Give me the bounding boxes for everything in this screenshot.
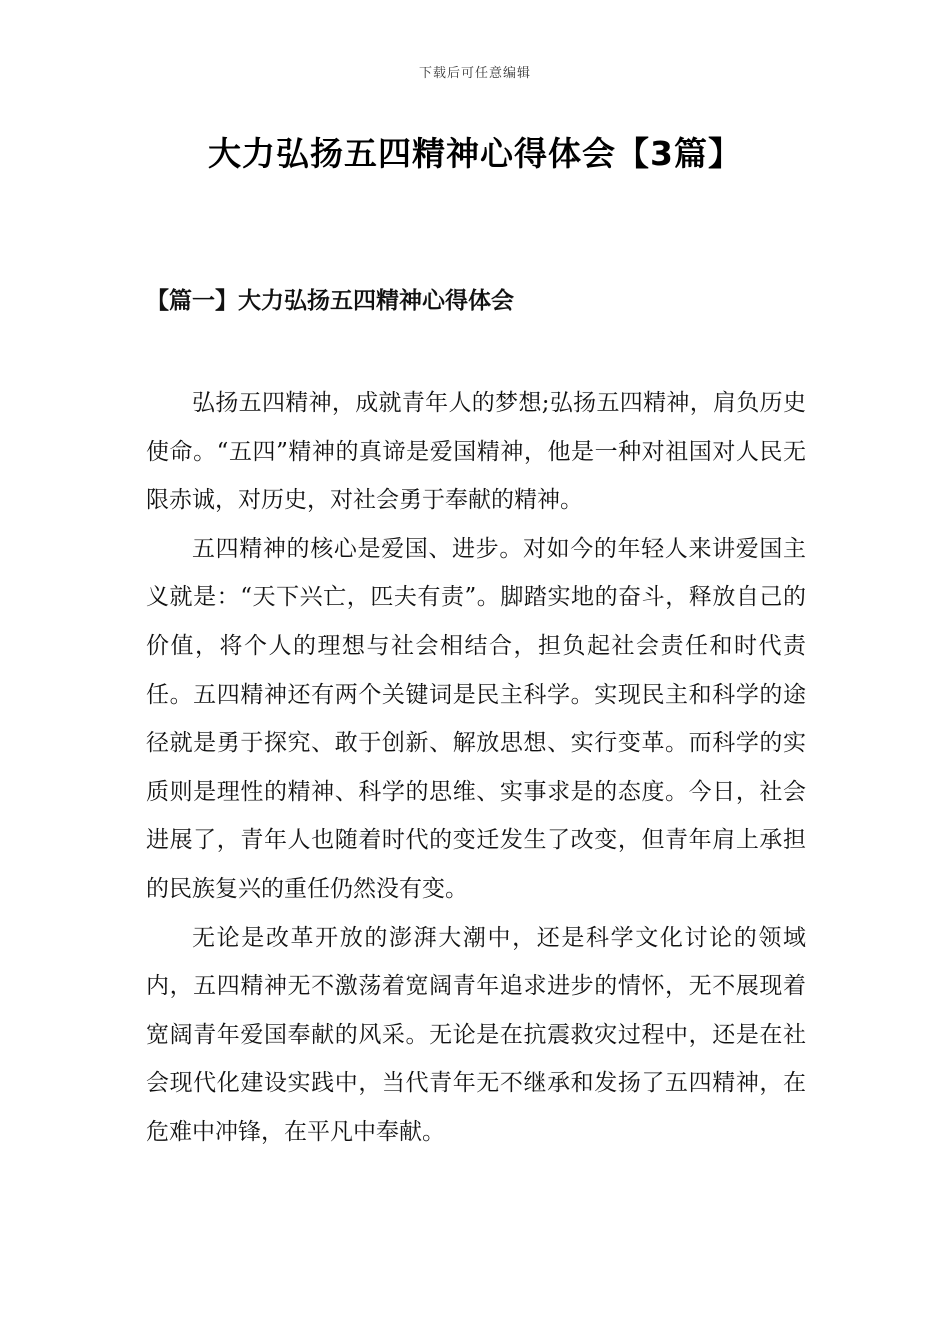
header-note: 下载后可任意编辑 [418, 66, 531, 81]
document-title: 大力弘扬五四精神心得体会【3篇】 [208, 134, 742, 173]
body-text [146, 379, 806, 1157]
section-heading: 【篇一】大力弘扬五四精神心得体会 [146, 287, 514, 314]
paragraph: 弘扬五四精神，成就青年人的梦想;弘扬五四精神，肩负历史使命。“五四”精神的真谛是爱国精神，他是一种对祖国对人民无限赤诚，对历史，对社会勇于奉献的精神。 [146, 390, 806, 514]
paragraph: 无论是改革开放的澎湃大潮中，还是科学文化讨论的领域内，五四精神无不激荡着宽阔青年追求进步的情怀，无不展现着宽阔青年爱国奉献的风采。无论是在抗震救灾过程中，还是在社会现代化建设实践中，当代青年无不继承和发扬了五四精神，在危难中冲锋，在平凡中奉献。 [146, 924, 806, 1145]
paragraph: 五四精神的核心是爱国、进步。对如今的年轻人来讲爱国主义就是：“天下兴亡，匹夫有责”。脚踏实地的奋斗，释放自己的价值，将个人的理想与社会相结合，担负起社会责任和时代责任。五四精神还有两个关键词是民主科学。实现民主和科学的途径就是勇于探究、敢于创新、解放思想、实行变革。而科学的实质则是理性的精神、科学的思维、实事求是的态度。今日，社会进展了，青年人也随着时代的变迁发生了改变，但青年肩上承担的民族复兴的重任仍然没有变。 [146, 535, 806, 902]
